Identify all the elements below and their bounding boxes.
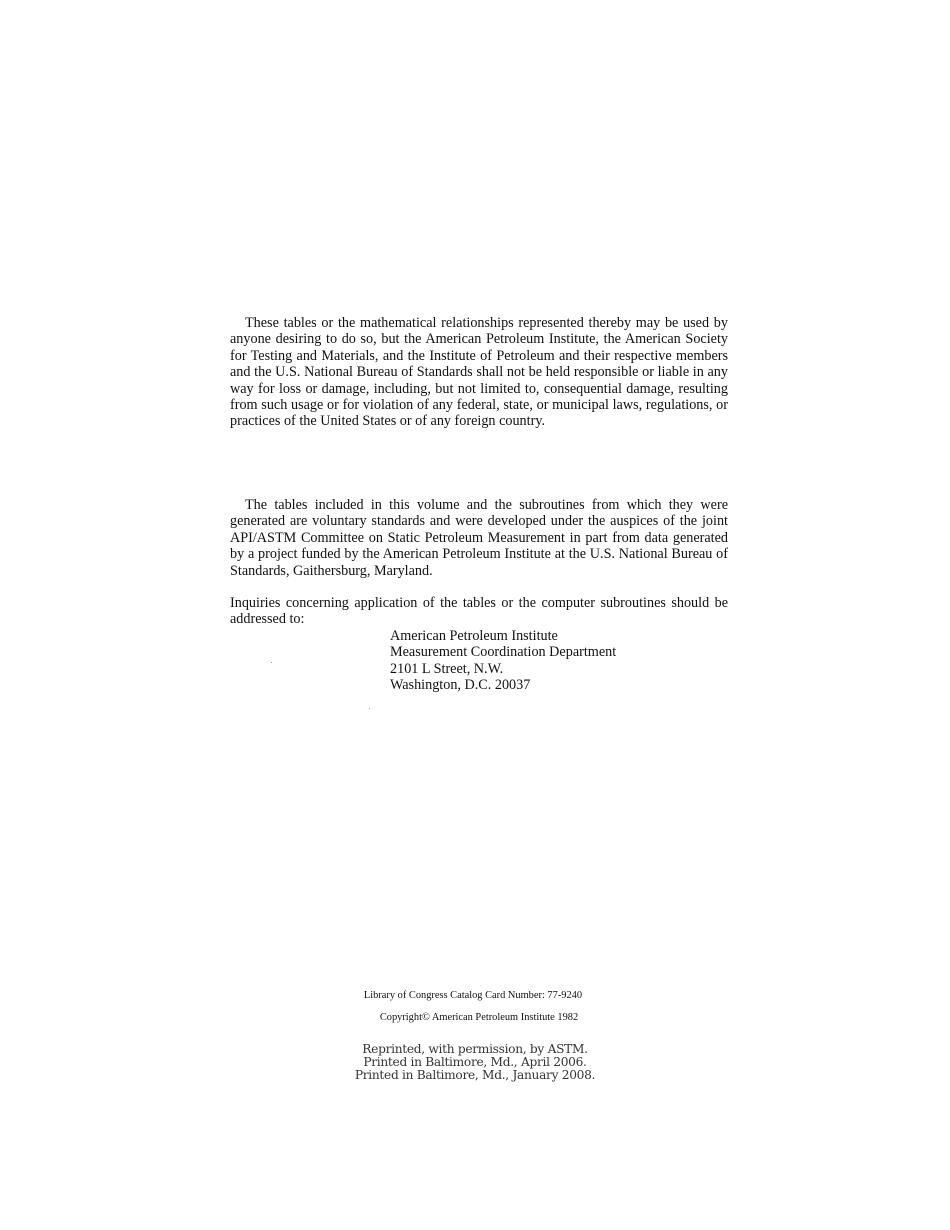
- scan-speck: [369, 708, 370, 709]
- address-organization: American Petroleum Institute: [390, 628, 558, 644]
- scan-speck: [271, 662, 272, 663]
- inquiries-paragraph: Inquiries concerning application of the tables or the computer subroutines should be addressed to:: [230, 595, 728, 628]
- address-city: Washington, D.C. 20037: [390, 677, 531, 694]
- printing-line-1: Printed in Baltimore, Md., April 2006.: [363, 1055, 587, 1070]
- mailing-address: [390, 628, 616, 694]
- reprint-permission: Reprinted, with permission, by ASTM.: [362, 1042, 588, 1056]
- catalog-card-number: Library of Congress Catalog Card Number: 77-9240: [363, 990, 583, 1001]
- printing-line-2: Printed in Baltimore, Md., January 2008.: [354, 1068, 596, 1083]
- disclaimer-paragraph: These tables or the mathematical relationships represented thereby may be used by anyone desiring to do so, but the American Petroleum Institute, the American Society for Testing and Materials, and the Institute of Petroleum and their respective members and the U.S. National Bureau of Standards shall not be held responsible or liable in any way for loss or damage, including, but not limited to, consequential damage, resulting from such usage or for violation of any federal, state, or municipal laws, regulations, or practices of the United States or of any foreign country.: [230, 315, 728, 430]
- standards-paragraph: The tables included in this volume and the subroutines from which they were generated are voluntary standards and were developed under the auspices of the joint API/ASTM Committee on Static Petroleum Measurement in part from data generated by a project funded by the American Petroleum Institute at the U.S. National Bureau of Standards, Gaithersburg, Maryland.: [230, 497, 728, 579]
- address-department: Measurement Coordination Department: [390, 644, 617, 661]
- reprint-notice: [0, 1043, 950, 1083]
- address-street: 2101 L Street, N.W.: [390, 660, 504, 677]
- copyright-notice: Copyright© American Petroleum Institute 1982: [379, 1012, 579, 1023]
